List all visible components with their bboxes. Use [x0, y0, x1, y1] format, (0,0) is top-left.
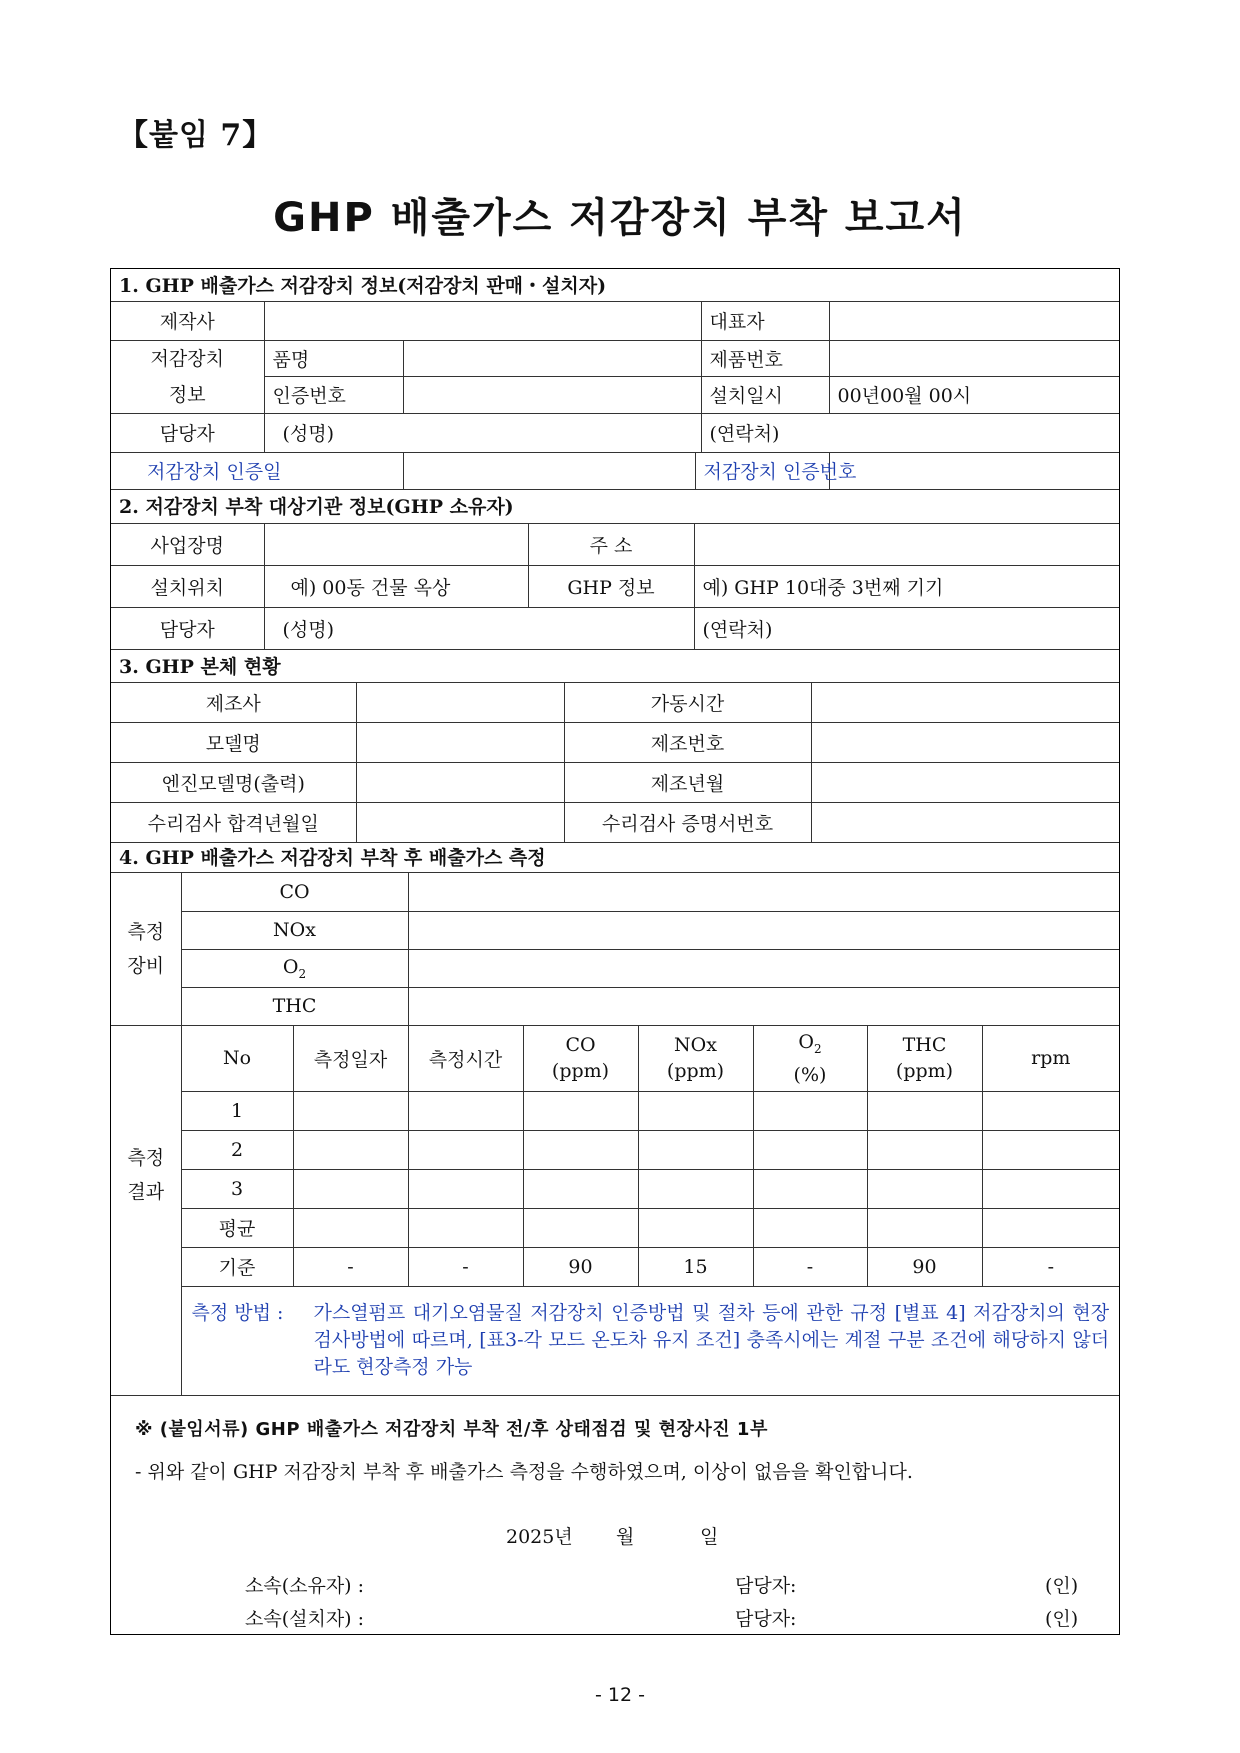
address-label: 주 소	[528, 523, 694, 565]
manufacture-date-field[interactable]	[811, 762, 1119, 802]
section3-row	[111, 682, 1119, 722]
measurement-method-label: 측정 방법 :	[191, 1302, 284, 1324]
engine-model-field[interactable]	[356, 762, 564, 802]
section4-table	[111, 842, 1119, 1396]
standard-time-cell: -	[408, 1247, 523, 1286]
section3-row	[111, 762, 1119, 802]
install-location-label: 설치위치	[111, 565, 264, 607]
site-contact-name-field[interactable]: (성명)	[264, 607, 694, 649]
repair-pass-date-field[interactable]	[356, 802, 564, 842]
col-co-header	[523, 1025, 638, 1091]
installer-contact-label: 담당자:	[735, 1608, 797, 1630]
device-info-label-line2: 정보	[168, 383, 206, 406]
date-day[interactable]: 일	[700, 1526, 719, 1548]
equipment-thc-label: THC	[181, 987, 408, 1025]
section2-heading: 2. 저감장치 부착 대상기관 정보(GHP 소유자)	[111, 489, 1119, 523]
o2-cell[interactable]	[753, 1169, 867, 1208]
representative-label: 대표자	[701, 301, 829, 340]
equipment-o2-label	[181, 949, 408, 987]
col-date-header: 측정일자	[293, 1025, 408, 1091]
nox-cell[interactable]	[638, 1208, 753, 1247]
cert-number-label: 인증번호	[264, 376, 403, 413]
table-row	[111, 1208, 1119, 1247]
owner-affiliation-label: 소속(소유자) :	[245, 1575, 365, 1597]
measure-date-cell[interactable]	[293, 1208, 408, 1247]
col-o2-text: O	[798, 1030, 814, 1053]
ghp-manufacturer-label: 제조사	[111, 682, 356, 722]
co-cell[interactable]	[523, 1091, 638, 1130]
serial-number-field[interactable]	[811, 722, 1119, 762]
col-o2-unit: (%)	[793, 1063, 827, 1086]
thc-cell[interactable]	[867, 1208, 982, 1247]
nox-cell[interactable]	[638, 1169, 753, 1208]
device-info-label-line1: 저감장치	[150, 347, 224, 370]
col-nox-name: NOx	[674, 1034, 717, 1057]
report-form	[110, 268, 1120, 1635]
result-label-line2: 결과	[127, 1180, 165, 1203]
product-number-field[interactable]	[829, 340, 1119, 376]
standard-nox-cell: 15	[638, 1247, 753, 1286]
cert-no-field[interactable]	[829, 452, 1119, 489]
row-no-cell: 1	[181, 1091, 293, 1130]
col-nox-unit: (ppm)	[666, 1060, 725, 1083]
contact-phone-field[interactable]: (연락처)	[701, 413, 1119, 452]
address-field[interactable]	[694, 523, 1119, 565]
col-no-header: No	[181, 1025, 293, 1091]
equipment-nox-field[interactable]	[408, 911, 1119, 949]
installer-seal: (인)	[1045, 1608, 1079, 1630]
cert-number-field[interactable]	[403, 376, 701, 413]
col-rpm-header: rpm	[982, 1025, 1119, 1091]
measure-time-cell[interactable]	[408, 1130, 523, 1169]
site-name-field[interactable]	[264, 523, 528, 565]
contact-name-field[interactable]: (성명)	[264, 413, 701, 452]
page-number: - 12 -	[595, 1684, 645, 1706]
attachments-note: ※ (붙임서류) GHP 배출가스 저감장치 부착 전/후 상태점검 및 현장사진 1부	[135, 1419, 768, 1440]
rpm-cell[interactable]	[982, 1208, 1119, 1247]
thc-cell[interactable]	[867, 1169, 982, 1208]
col-o2-name	[762, 1029, 859, 1062]
standard-co-cell: 90	[523, 1247, 638, 1286]
standard-o2-cell: -	[753, 1247, 867, 1286]
model-name-field[interactable]	[356, 722, 564, 762]
o2-cell[interactable]	[753, 1208, 867, 1247]
installer-affiliation-label: 소속(설치자) :	[245, 1608, 365, 1630]
col-co-name: CO	[565, 1034, 596, 1057]
document-title: GHP 배출가스 저감장치 부착 보고서	[273, 195, 967, 241]
co-cell[interactable]	[523, 1130, 638, 1169]
ghp-manufacturer-field[interactable]	[356, 682, 564, 722]
col-o2-header	[753, 1025, 867, 1091]
section3-row	[111, 722, 1119, 762]
declaration-area	[111, 1377, 1119, 1634]
owner-contact-label: 담당자:	[735, 1575, 797, 1597]
table-row	[111, 1130, 1119, 1169]
equipment-thc-field[interactable]	[408, 987, 1119, 1025]
equipment-co-field[interactable]	[408, 872, 1119, 911]
equipment-o2-text: O	[282, 955, 299, 978]
engine-model-label: 엔진모델명(출력)	[111, 762, 356, 802]
section3-table	[111, 649, 1119, 843]
operating-hours-label: 가동시간	[564, 682, 811, 722]
install-datetime-label: 설치일시	[701, 376, 829, 413]
row-no-cell: 3	[181, 1169, 293, 1208]
col-o2-subscript: 2	[813, 1041, 822, 1056]
row-standard-cell: 기준	[181, 1247, 293, 1286]
measure-time-cell[interactable]	[408, 1208, 523, 1247]
co-cell[interactable]	[523, 1169, 638, 1208]
manufacture-date-label: 제조년월	[564, 762, 811, 802]
equipment-co-label: CO	[181, 872, 408, 911]
owner-seal: (인)	[1045, 1575, 1079, 1597]
standard-rpm-cell: -	[982, 1247, 1119, 1286]
col-thc-unit: (ppm)	[895, 1060, 954, 1083]
o2-cell[interactable]	[753, 1130, 867, 1169]
measure-time-cell[interactable]	[408, 1169, 523, 1208]
representative-field[interactable]	[829, 301, 1119, 340]
thc-cell[interactable]	[867, 1130, 982, 1169]
rpm-cell[interactable]	[982, 1130, 1119, 1169]
equipment-label	[111, 872, 181, 1025]
section3-row	[111, 802, 1119, 842]
col-time-header: 측정시간	[408, 1025, 523, 1091]
section1-table	[111, 269, 1119, 490]
table-row	[111, 1169, 1119, 1208]
o2-cell[interactable]	[753, 1091, 867, 1130]
section3-heading: 3. GHP 본체 현황	[111, 649, 1119, 682]
col-nox-header	[638, 1025, 753, 1091]
manufacturer-label: 제작사	[111, 301, 264, 340]
co-cell[interactable]	[523, 1208, 638, 1247]
standard-date-cell: -	[293, 1247, 408, 1286]
rpm-cell[interactable]	[982, 1169, 1119, 1208]
equipment-o2-subscript: 2	[298, 966, 307, 981]
ghp-info-field[interactable]: 예) GHP 10대중 3번째 기기	[694, 565, 1119, 607]
cert-no-label: 저감장치 인증번호	[695, 452, 829, 489]
standard-thc-cell: 90	[867, 1247, 982, 1286]
model-name-label: 모델명	[111, 722, 356, 762]
repair-cert-number-field[interactable]	[811, 802, 1119, 842]
equipment-o2-field[interactable]	[408, 949, 1119, 987]
col-thc-name: THC	[902, 1034, 947, 1057]
row-no-cell: 2	[181, 1130, 293, 1169]
result-label-line1: 측정	[127, 1146, 165, 1169]
cert-date-label: 저감장치 인증일	[111, 452, 403, 489]
equipment-label-line2: 장비	[127, 954, 165, 977]
attachment-tag: 【붙임 7】	[118, 118, 274, 153]
measure-date-cell[interactable]	[293, 1130, 408, 1169]
install-datetime-field[interactable]: 00년00월 00시	[829, 376, 1119, 413]
row-average-cell: 평균	[181, 1208, 293, 1247]
install-location-field[interactable]: 예) 00동 건물 옥상	[264, 565, 528, 607]
nox-cell[interactable]	[638, 1130, 753, 1169]
col-co-unit: (ppm)	[551, 1060, 610, 1083]
device-info-label	[111, 340, 264, 413]
site-name-label: 사업장명	[111, 523, 264, 565]
equipment-label-line1: 측정	[127, 920, 165, 943]
section2-table	[111, 489, 1119, 650]
section1-heading: 1. GHP 배출가스 저감장치 정보(저감장치 판매・설치자)	[111, 269, 1119, 301]
cert-date-field[interactable]	[403, 452, 695, 489]
product-name-label: 품명	[264, 340, 403, 376]
date-month[interactable]: 월	[616, 1526, 635, 1548]
ghp-info-label: GHP 정보	[528, 565, 694, 607]
result-label	[111, 1025, 181, 1395]
site-contact-label: 담당자	[111, 607, 264, 649]
col-thc-header	[867, 1025, 982, 1091]
confirmation-statement: - 위와 같이 GHP 저감장치 부착 후 배출가스 측정을 수행하였으며, 이상이 없음을 확인합니다.	[135, 1461, 913, 1483]
operating-hours-field[interactable]	[811, 682, 1119, 722]
table-row	[111, 1247, 1119, 1286]
measurement-method-text: 가스열펌프 대기오염물질 저감장치 인증방법 및 절차 등에 관한 규정 [별표 4] 저감장치의 현장검사방법에 따르며, [표3-각 모드 온도차 유지 조건] 충족시에는 계절 구분 조건에 해당하지 않더라도 현장측정 가능	[313, 1302, 1110, 1378]
section4-heading: 4. GHP 배출가스 저감장치 부착 후 배출가스 측정	[111, 842, 1119, 872]
manufacturer-field[interactable]	[264, 301, 701, 340]
measure-date-cell[interactable]	[293, 1091, 408, 1130]
product-name-field[interactable]	[403, 340, 701, 376]
date-year[interactable]: 2025년	[506, 1526, 573, 1548]
repair-cert-number-label: 수리검사 증명서번호	[564, 802, 811, 842]
site-contact-phone-field[interactable]: (연락처)	[694, 607, 1119, 649]
nox-cell[interactable]	[638, 1091, 753, 1130]
repair-pass-date-label: 수리검사 합격년월일	[111, 802, 356, 842]
measure-time-cell[interactable]	[408, 1091, 523, 1130]
rpm-cell[interactable]	[982, 1091, 1119, 1130]
measure-date-cell[interactable]	[293, 1169, 408, 1208]
equipment-nox-label: NOx	[181, 911, 408, 949]
product-number-label: 제품번호	[701, 340, 829, 376]
thc-cell[interactable]	[867, 1091, 982, 1130]
contact-label: 담당자	[111, 413, 264, 452]
signature-date	[506, 1522, 718, 1549]
table-row	[111, 1091, 1119, 1130]
serial-number-label: 제조번호	[564, 722, 811, 762]
